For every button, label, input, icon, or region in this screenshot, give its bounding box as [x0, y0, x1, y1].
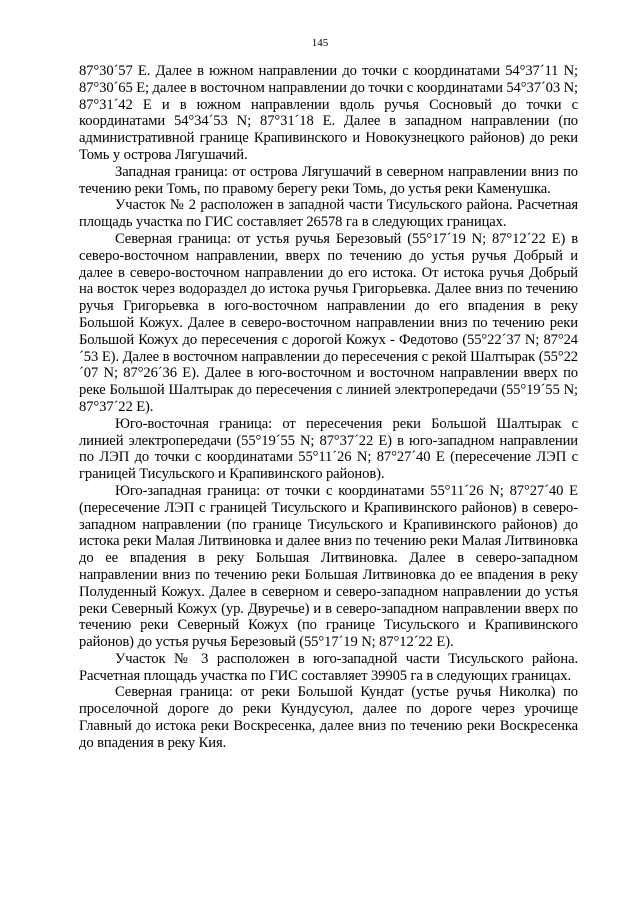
paragraph-western-border: Западная граница: от острова Лягушачий в северном направлении вниз по течению реки Томь, по правому берегу реки Томь, до устья реки Каменушка. [79, 163, 578, 197]
paragraph-plot-2-southwestern-border: Юго-западная граница: от точки с координатами 55°11´26 N; 87°27´40 E (пересечение ЛЭП с границей Тисульского и Крапивинского районов) в северо-западном направлении (по границе Тисульского и Крапивинского районов) до истока реки Малая Литвиновка и далее вниз по течению реки Малая Литвиновка до ее впадения в реку Большая Литвиновка. Далее в северо-западном направлении вниз по течению реки Большая Литвиновка до ее впадения в реку Полуденный Кожух. Далее в северном и северо-западном направлении до устья реки Северный Кожух (ур. Двуречье) и в северо-западном направлении вверх по течению реки Северный Кожух (по границе Тисульского и Крапивинского районов) до устья ручья Березовый (55°17´19 N; 87°12´22 E). [79, 482, 578, 651]
document-body [79, 63, 578, 752]
page-number: 145 [311, 37, 329, 49]
paragraph-continuation: 87°30´57 E. Далее в южном направлении до точки с координатами 54°37´11 N; 87°30´65 E; далее в восточном направлении до точки с координатами 54°37´03 N; 87°31´42 E и в южном направлении вдоль ручья Сосновый до точки с координатами 54°34´53 N; 87°31´18 E. Далее в западном направлении (по административной границе Крапивинского и Новокузнецкого районов) до реки Томь у острова Лягушачий. [79, 63, 578, 163]
paragraph-plot-3-northern-border: Северная граница: от реки Большой Кундат (устье ручья Николка) по проселочной дороге до реки Кундусуюл, далее по дороге через урочище Главный до истока реки Воскресенка, далее вниз по течению реки Воскресенка до впадения в реку Кия. [79, 684, 578, 751]
paragraph-plot-2-intro: Участок № 2 расположен в западной части Тисульского района. Расчетная площадь участка по ГИС составляет 26578 га в следующих границах. [79, 197, 578, 231]
paragraph-plot-3-intro: Участок № 3 расположен в юго-западной части Тисульского района. Расчетная площадь участка по ГИС составляет 39905 га в следующих границах. [79, 650, 578, 684]
paragraph-plot-2-northern-border: Северная граница: от устья ручья Березовый (55°17´19 N; 87°12´22 E) в северо-восточном направлении, вверх по течению до устья ручья Добрый и далее в северо-восточном направлении до его истока. От истока ручья Добрый на восток через водораздел до истока ручья Григорьевка. Далее вниз по течению ручья Григорьевка в юго-восточном направлении до его впадения в реку Большой Кожух. Далее в северо-восточном направлении вниз по течению реки Большой Кожух до пересечения с дорогой Кожух - Федотово (55°22´37 N; 87°24´53 E). Далее в восточном направлении до пересечения с рекой Шалтырак (55°22´07 N; 87°26´36 E). Далее в юго-восточном и восточном направлении вверх по реке Большой Шалтырак до пересечения с линией электропередачи (55°19´55 N; 87°37´22 E). [79, 230, 578, 415]
paragraph-plot-2-southeastern-border: Юго-восточная граница: от пересечения реки Большой Шалтырак с линией электропередачи (55°19´55 N; 87°37´22 E) в юго-западном направлении по ЛЭП до точки с координатами 55°11´26 N; 87°27´40 E (пересечение ЛЭП с границей Тисульского и Крапивинского районов). [79, 415, 578, 483]
